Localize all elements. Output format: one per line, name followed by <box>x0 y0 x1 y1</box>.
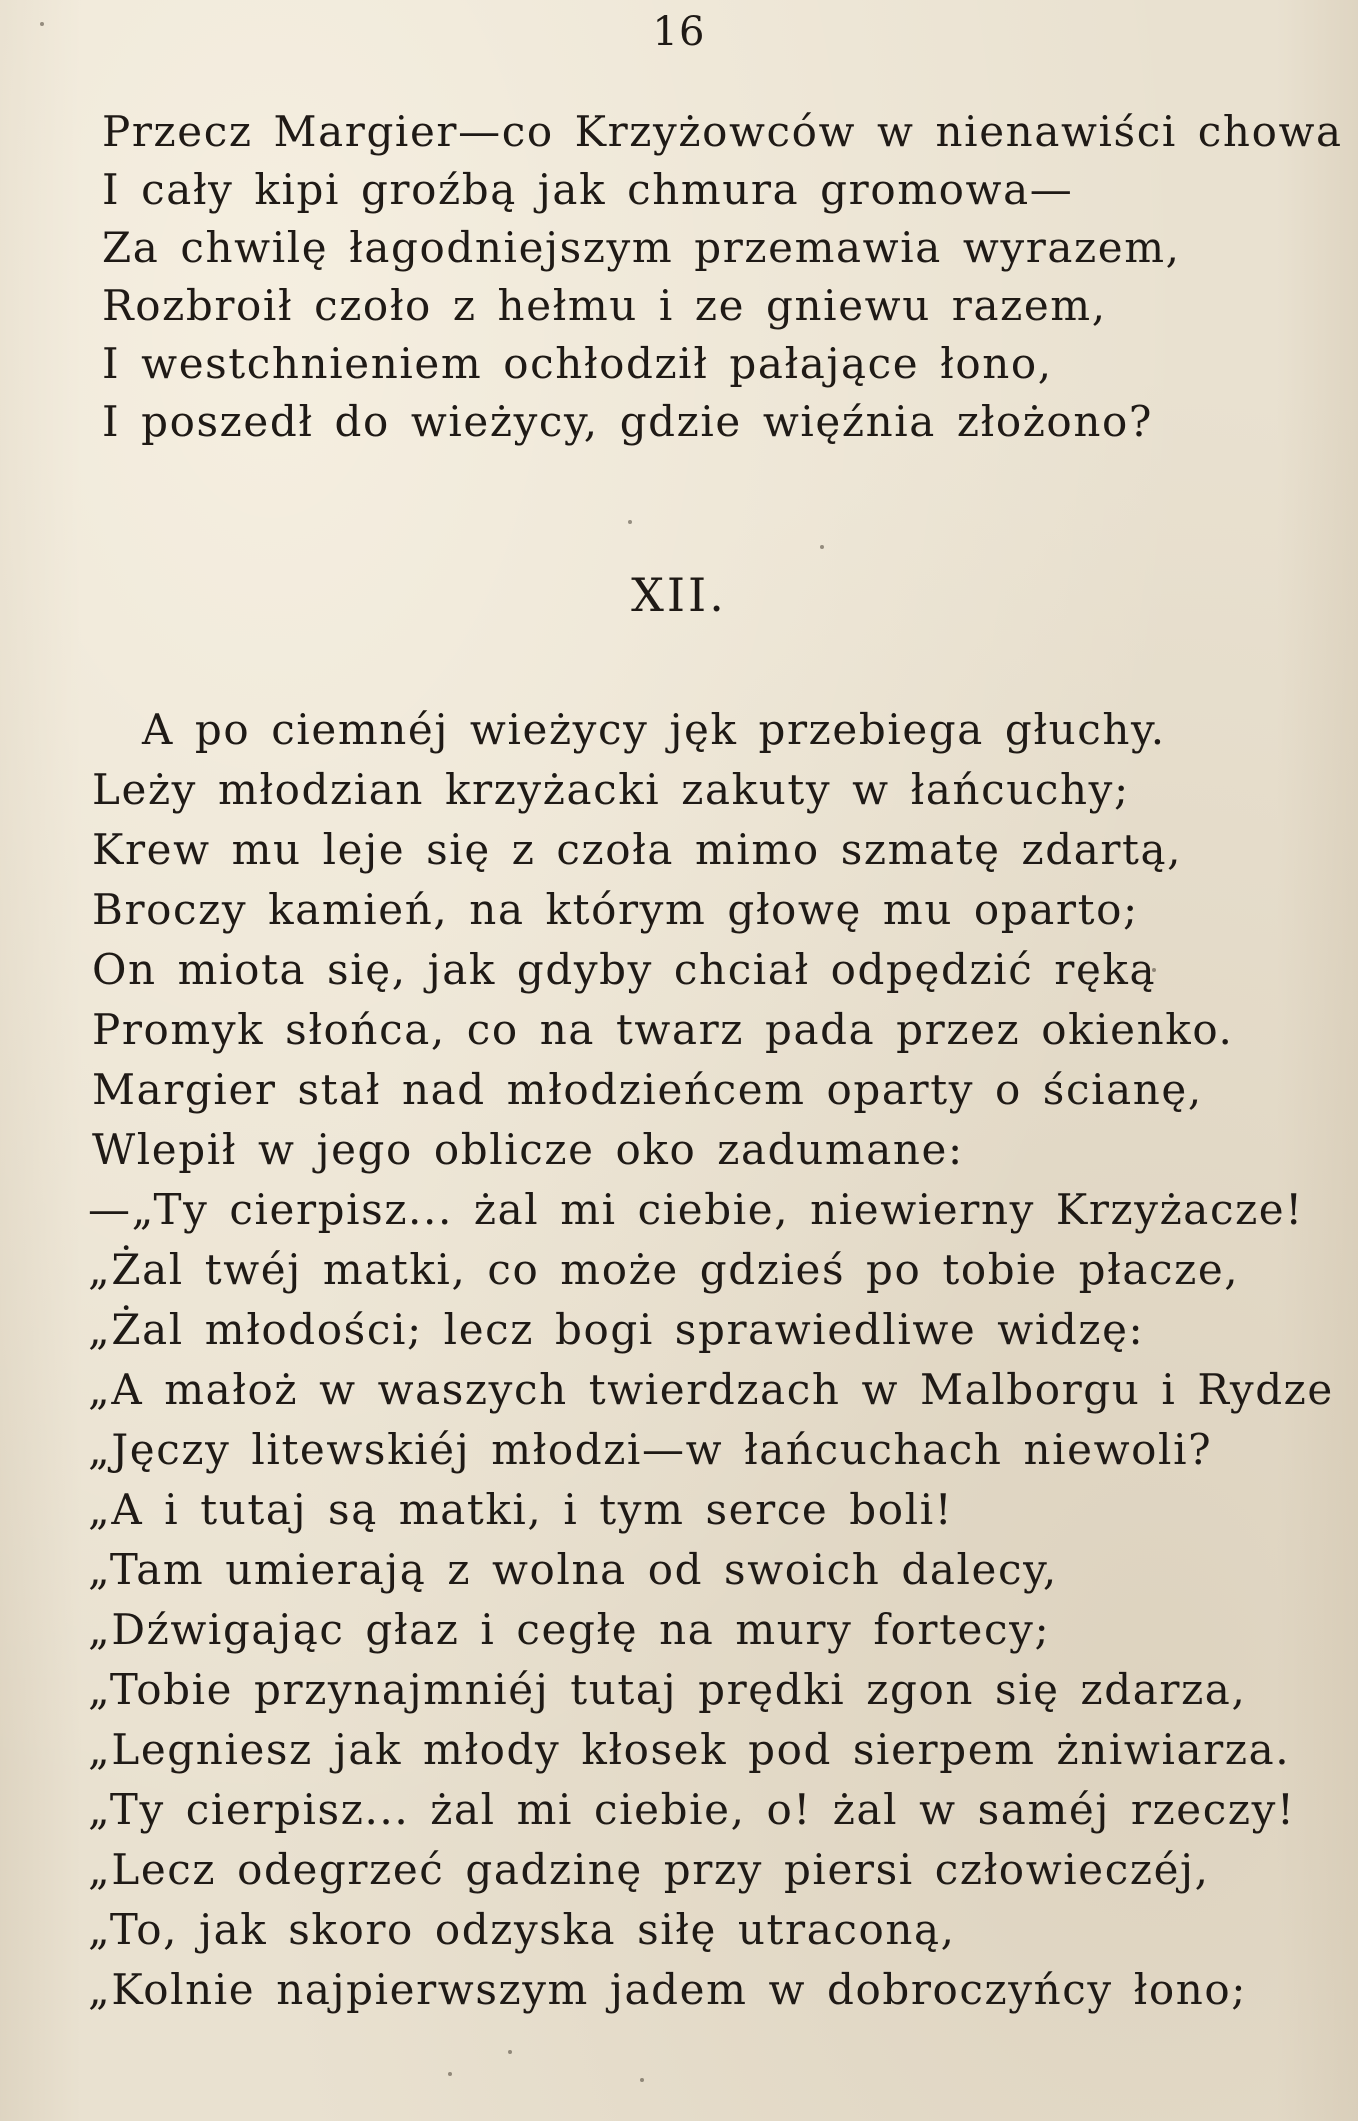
verse-line: „Żal młodości; lecz bogi sprawiedliwe widzę: <box>88 1305 1145 1354</box>
verse-line: „Dźwigając głaz i cegłę na mury fortecy; <box>88 1605 1051 1654</box>
verse-line: Wlepił w jego oblicze oko zadumane: <box>92 1125 964 1174</box>
verse-line: „Lecz odegrzeć gadzinę przy piersi człowieczéj, <box>88 1845 1210 1894</box>
verse-line: Broczy kamień, na którym głowę mu oparto; <box>92 885 1139 934</box>
verse-line: „Żal twéj matki, co może gdzieś po tobie płacze, <box>88 1245 1240 1294</box>
verse-line: On miota się, jak gdyby chciał odpędzić ręką <box>92 945 1157 994</box>
verse-line: „Tam umierają z wolna od swoich dalecy, <box>88 1545 1058 1594</box>
verse-line: I westchnieniem ochłodził pałające łono, <box>102 339 1053 388</box>
verse-line: „Jęczy litewskiéj młodzi—w łańcuchach niewoli? <box>88 1425 1213 1474</box>
verse-line: Margier stał nad młodzieńcem oparty o ścianę, <box>92 1065 1203 1114</box>
verse-line: Za chwilę łagodniejszym przemawia wyrazem, <box>102 223 1181 272</box>
verse-line: I poszedł do wieżycy, gdzie więźnia złożono? <box>102 397 1153 446</box>
verse-line: „Tobie przynajmniéj tutaj prędki zgon się zdarza, <box>88 1665 1247 1714</box>
verse-line: Rozbroił czoło z hełmu i ze gniewu razem, <box>102 281 1107 330</box>
verse-line: „A i tutaj są matki, i tym serce boli! <box>88 1485 954 1534</box>
verse-line: —„Ty cierpisz... żal mi ciebie, niewierny Krzyżacze! <box>88 1185 1304 1234</box>
verse-line: Leży młodzian krzyżacki zakuty w łańcuchy; <box>92 765 1130 814</box>
page-number: 16 <box>652 9 706 55</box>
verse-line: I cały kipi groźbą jak chmura gromowa— <box>102 165 1074 214</box>
verse-line: „Legniesz jak młody kłosek pod sierpem żniwiarza. <box>88 1725 1291 1774</box>
paper-speck <box>820 545 824 549</box>
paper-speck <box>1152 968 1156 972</box>
verse-line: „To, jak skoro odzyska siłę utraconą, <box>88 1905 956 1954</box>
paper-speck <box>508 2050 512 2054</box>
verse-line: Krew mu leje się z czoła mimo szmatę zdartą, <box>92 825 1183 874</box>
verse-line: A po ciemnéj wieżycy jęk przebiega głuchy. <box>142 705 1166 754</box>
paper-speck <box>448 2072 452 2076</box>
verse-line: Przecz Margier—co Krzyżowców w nienawiści chowa <box>102 107 1343 156</box>
verse-line: Promyk słońca, co na twarz pada przez okienko. <box>92 1005 1234 1054</box>
verse-line: „A małoż w waszych twierdzach w Malborgu i Rydze <box>88 1365 1334 1414</box>
paper-speck <box>40 22 44 26</box>
paper-speck <box>640 2078 644 2082</box>
verse-line: „Kolnie najpierwszym jadem w dobroczyńcy łono; <box>88 1965 1248 2014</box>
verse-line: „Ty cierpisz... żal mi ciebie, o! żal w saméj rzeczy! <box>88 1785 1296 1834</box>
section-heading: XII. <box>631 568 727 622</box>
paper-speck <box>628 520 632 524</box>
